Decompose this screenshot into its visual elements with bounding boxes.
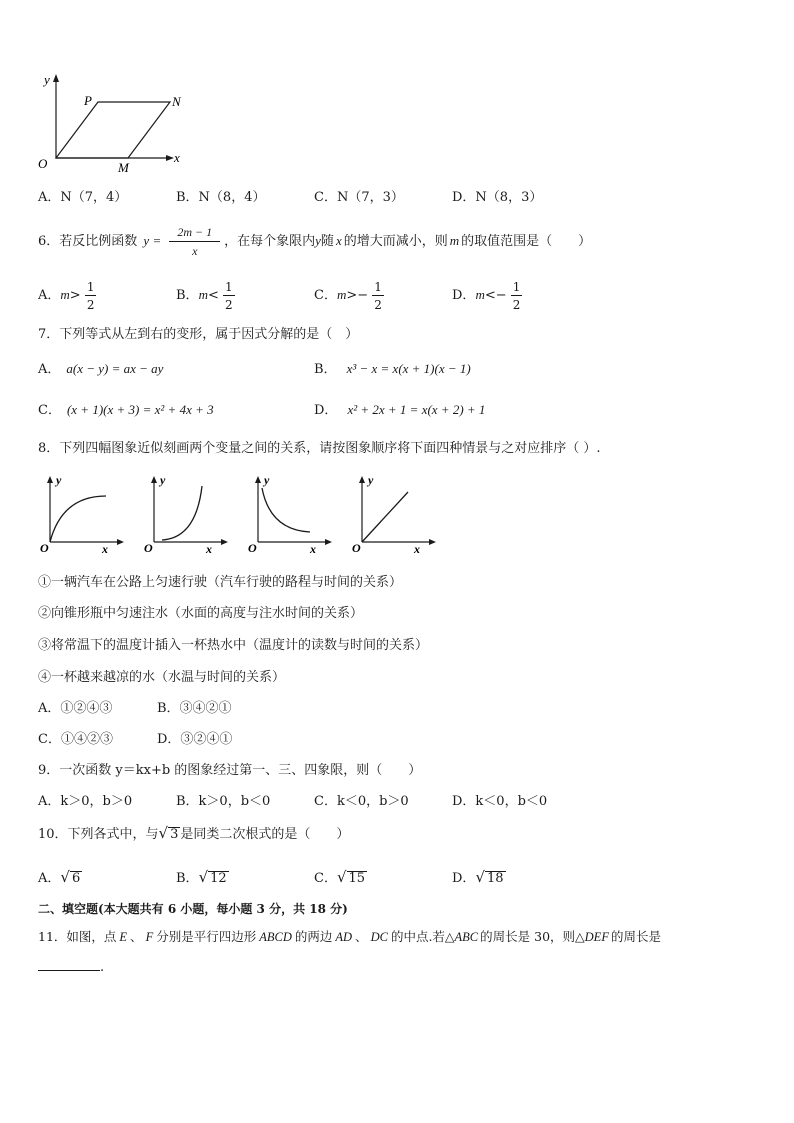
label-o: O [38,156,48,171]
q7-option-a: A． a(x − y) = ax − ay [38,361,164,377]
section-heading: 二、填空题(本大题共有 6 小题，每小题 3 分，共 18 分) [38,902,348,916]
y-axis-arrow [53,74,59,82]
q6-option-b: B．m< $\frac{1}{2}$ [176,279,233,312]
q6-stem: 6．若反比例函数 y = $\frac{2m - 1}{x}$ ，在每个象限内y随 x 的增大而减小，则 m 的取值范围是（ ） [38,225,592,258]
svg-text:y: y [368,474,374,487]
q5-option-d: D．N（8，3） [452,190,543,205]
q8-graph-4 [348,474,438,554]
curve-decay [262,488,310,532]
q9-option-b: B．k＞0，b＜0 [176,794,271,809]
q8-graph-1 [36,474,126,554]
q5-option-b: B．N（8，4） [176,190,266,205]
q7-stem: 7．下列等式从左到右的变形，属于因式分解的是（ ） [38,327,359,342]
q9-option-a: A．k＞0，b＞0 [38,794,133,809]
q7-option-c: C． (x + 1)(x + 3) = x² + 4x + 3 [38,402,214,418]
svg-text:y: y [160,474,166,487]
q11-answer-blank[interactable]: . [38,958,104,975]
q8-scenario-3: ③将常温下的温度计插入一杯热水中（温度计的读数与时间的关系） [38,638,429,653]
svg-text:x: x [102,542,108,554]
q10-stem: 10．下列各式中，与√ 3 是同类二次根式的是（ ） [38,824,350,842]
svg-text:y: y [264,474,270,487]
q10-option-b: B．√ 12 [176,868,227,886]
svg-text:O: O [352,541,361,554]
q7-option-d: D． x² + 2x + 1 = x(x + 2) + 1 [314,402,486,418]
q11-stem: 11．如图，点 E 、 F 分别是平行四边形 ABCD 的两边 AD 、 DC 的中点.若△ABC 的周长是 30，则△DEF 的周长是 [38,929,661,944]
q6-option-a: A．m> $\frac{1}{2}$ [38,279,95,312]
q10-option-c: C．√ 15 [314,868,366,886]
q7-option-b: B． x³ − x = x(x + 1)(x − 1) [314,361,471,377]
svg-text:O: O [144,541,153,554]
x-axis-arrow [166,155,174,161]
q8-option-a: A．①②④③ [38,701,113,716]
q8-scenario-2: ②向锥形瓶中匀速注水（水面的高度与注水时间的关系） [38,606,364,621]
svg-text:x: x [206,542,212,554]
q8-scenario-4: ④一杯越来越凉的水（水温与时间的关系） [38,670,286,685]
q8-stem: 8．下列四幅图象近似刻画两个变量之间的关系，请按图象顺序将下面四种情景与之对应排序（ ）. [38,441,601,456]
svg-text:O: O [248,541,257,554]
q6-option-c: C．m>− $\frac{1}{2}$ [314,279,382,312]
q8-scenario-1: ①一辆汽车在公路上匀速行驶（汽车行驶的路程与时间的关系） [38,575,403,590]
q9-option-d: D．k＜0，b＜0 [452,794,548,809]
label-n: N [172,94,181,109]
parallelogram-opmn [56,102,170,158]
q8-option-c: C．①④②③ [38,732,113,747]
label-p: P [84,93,92,108]
q9-option-c: C．k＜0，b＞0 [314,794,409,809]
label-y: y [44,72,50,87]
svg-text:x: x [310,542,316,554]
line-through-origin [362,492,408,542]
q9-stem: 9．一次函数 y＝kx+b 的图象经过第一、三、四象限，则（ ） [38,763,422,778]
label-m: M [118,160,129,175]
q5-option-a: A．N（7，4） [38,190,128,205]
q10-option-d: D．√ 18 [452,868,504,886]
q8-graph-3 [244,474,334,554]
q6-option-d: D．m<− $\frac{1}{2}$ [452,279,521,312]
curve-concave-up [162,486,202,540]
q5-option-c: C．N（7，3） [314,190,404,205]
svg-text:O: O [40,541,49,554]
q8-option-b: B．③④②① [157,701,232,716]
q8-graph-2 [140,474,230,554]
label-x: x [174,150,180,165]
svg-text:x: x [414,542,420,554]
q10-option-a: A．√ 6 [38,868,81,886]
svg-text:y: y [56,474,62,487]
parallelogram-figure [30,70,200,175]
q8-option-d: D．③②④① [157,732,233,747]
curve-concave-down [50,496,106,542]
q6-fraction: $\frac{2m - 1}{x}$ [169,226,220,257]
